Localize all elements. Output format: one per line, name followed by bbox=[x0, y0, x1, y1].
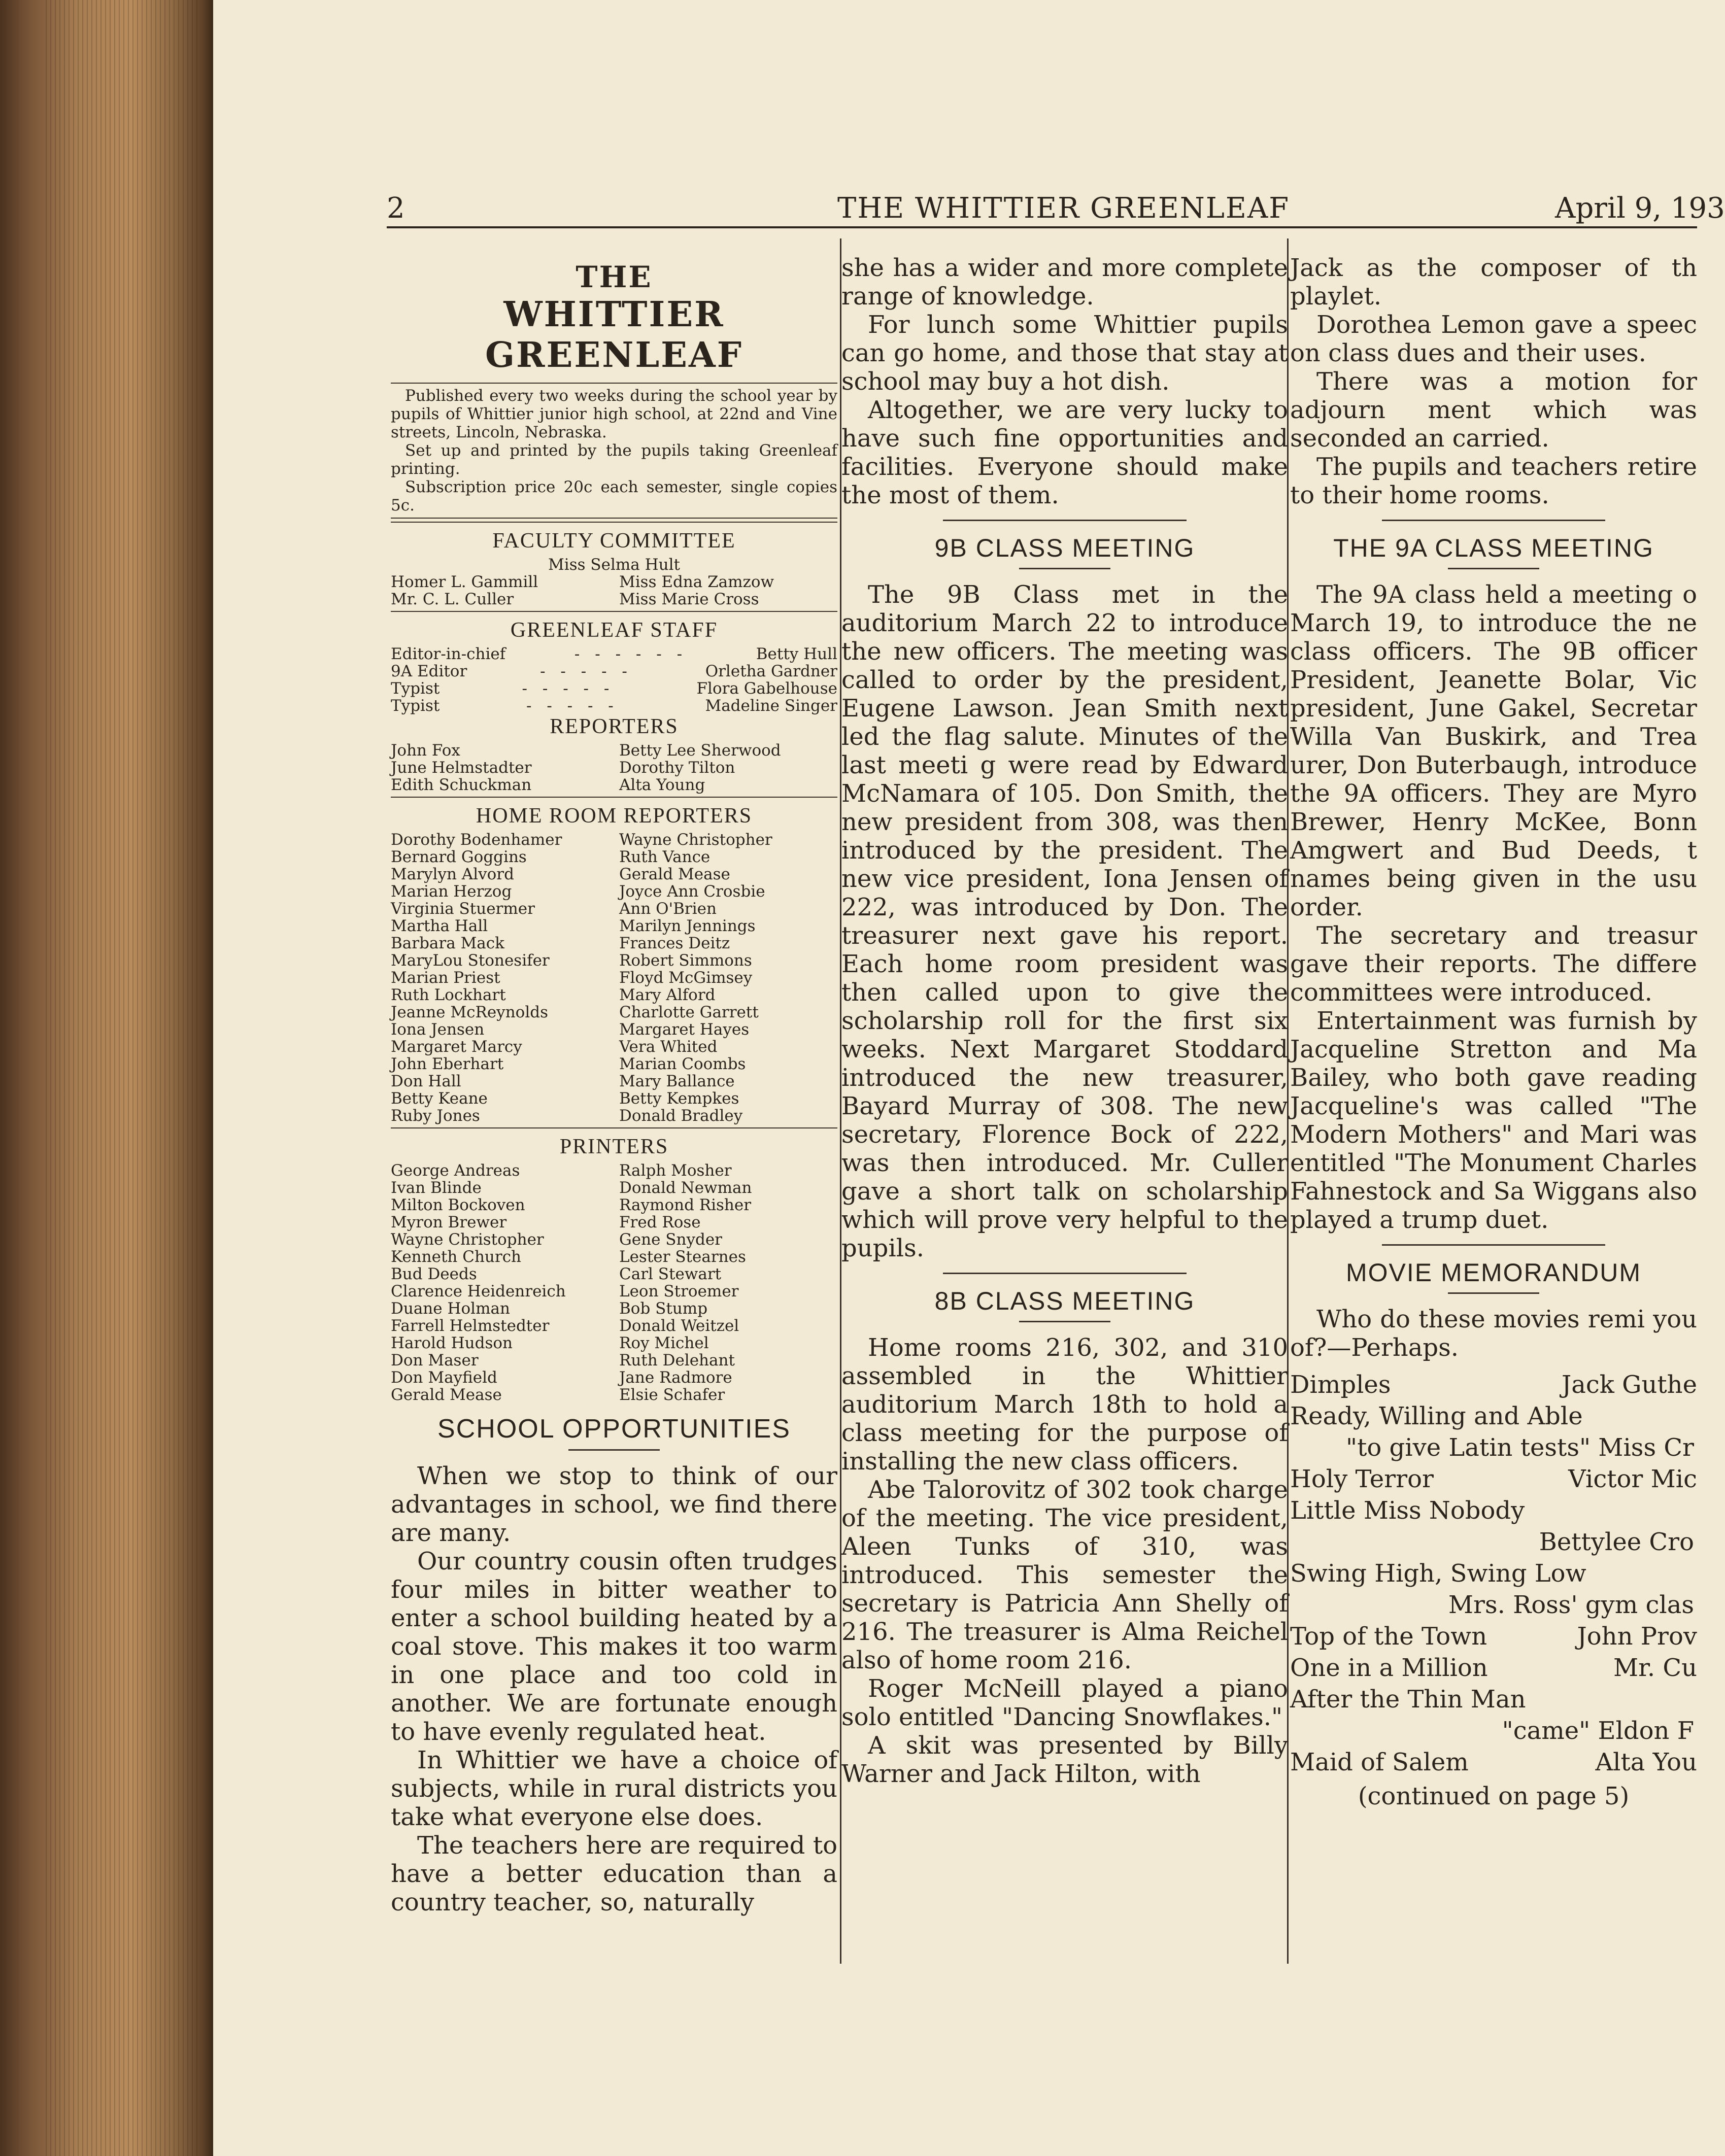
article-paragraph: Our country cousin often trudges four miles in bitter weather to enter a school building heated by a coal stove. This makes it too warm in one place and too cold in another. We are fortunate enough to have evenly regulated heat. bbox=[391, 1547, 837, 1746]
movie-person-line: "to give Latin tests" Miss Cr bbox=[1346, 1433, 1694, 1462]
reporter: John Fox bbox=[391, 741, 460, 760]
printer: Elsie Schafer bbox=[619, 1386, 725, 1404]
home-room-reporter: Marian Coombs bbox=[619, 1055, 746, 1073]
class-9b-heading: 9B CLASS MEETING bbox=[934, 534, 1195, 562]
printer: Don Maser bbox=[391, 1351, 479, 1370]
article-paragraph: For lunch some Whittier pupils can go home, and those that stay at school may buy a hot dish. bbox=[841, 311, 1288, 396]
home-room-reporter: Ruth Vance bbox=[619, 848, 711, 866]
article-paragraph: In Whittier we have a choice of subjects, while in rural districts you take what everyone else does. bbox=[391, 1746, 837, 1831]
movie-title: Holy Terror bbox=[1290, 1465, 1434, 1493]
school-opportunities-heading: SCHOOL OPPORTUNITIES bbox=[437, 1414, 791, 1444]
home-room-reporter: Gerald Mease bbox=[619, 865, 730, 883]
home-room-reporter: Charlotte Garrett bbox=[619, 1003, 759, 1021]
printers-column-left bbox=[391, 1162, 609, 1404]
movie-person: Jack Guthe bbox=[1562, 1371, 1697, 1399]
printer: Raymond Risher bbox=[619, 1196, 752, 1214]
article-separator bbox=[943, 1273, 1187, 1274]
printer: Farrell Helmstedter bbox=[391, 1317, 550, 1335]
staff-leader: - - - - - bbox=[540, 662, 632, 680]
reporter: Betty Lee Sherwood bbox=[619, 741, 781, 760]
printer: Ivan Blinde bbox=[391, 1179, 482, 1197]
column-3 bbox=[1290, 254, 1697, 1811]
movie-memo-heading: MOVIE MEMORANDUM bbox=[1346, 1258, 1641, 1287]
movie-entry bbox=[1290, 1747, 1697, 1778]
masthead-line-1: THE bbox=[576, 260, 653, 294]
printer: Kenneth Church bbox=[391, 1248, 522, 1266]
faculty-list bbox=[391, 573, 837, 608]
reporter: Edith Schuckman bbox=[391, 776, 532, 794]
home-room-reporter: Marilyn Jennings bbox=[619, 917, 756, 935]
staff-leader: - - - - - bbox=[522, 679, 615, 698]
faculty-member: Miss Edna Zamzow bbox=[619, 573, 774, 591]
home-room-column-left bbox=[391, 831, 609, 1124]
movie-entry bbox=[1290, 1400, 1697, 1432]
faculty-member: Homer L. Gammill bbox=[391, 573, 538, 591]
printer: Ruth Delehant bbox=[619, 1351, 735, 1370]
home-room-reporter: John Eberhart bbox=[391, 1055, 504, 1073]
issue-date: April 9, 193 bbox=[1555, 192, 1725, 225]
section-rule bbox=[391, 797, 837, 798]
movie-person: Alta You bbox=[1595, 1748, 1697, 1776]
heading-rule bbox=[1019, 1321, 1110, 1322]
printer: Bud Deeds bbox=[391, 1265, 477, 1283]
movie-title: Maid of Salem bbox=[1290, 1748, 1469, 1776]
movie-title: Swing High, Swing Low bbox=[1290, 1559, 1586, 1588]
home-room-reporter: Don Hall bbox=[391, 1072, 461, 1090]
article-paragraph: The secretary and treasur gave their reports. The differe committees were introduced. bbox=[1290, 921, 1697, 1007]
printer: Myron Brewer bbox=[391, 1213, 507, 1231]
printer: Roy Michel bbox=[619, 1334, 709, 1352]
article-paragraph: Roger McNeill played a piano solo entitled "Dancing Snowflakes." bbox=[841, 1674, 1288, 1731]
home-room-reporter: Donald Bradley bbox=[619, 1107, 743, 1125]
home-room-reporter: Vera Whited bbox=[619, 1038, 718, 1056]
home-room-column-right bbox=[619, 831, 837, 1124]
article-paragraph: Jack as the composer of th playlet. bbox=[1290, 254, 1697, 311]
home-room-reporter: Ann O'Brien bbox=[619, 900, 717, 918]
staff-role: Typist bbox=[391, 679, 440, 698]
staff-leader: - - - - - bbox=[526, 697, 619, 715]
printer: Ralph Mosher bbox=[619, 1161, 732, 1180]
reporter: Dorothy Tilton bbox=[619, 759, 735, 777]
class-9a-heading: THE 9A CLASS MEETING bbox=[1333, 534, 1654, 562]
home-room-reporter: Margaret Hayes bbox=[619, 1020, 750, 1039]
article-paragraph: Home rooms 216, 302, and 310 assembled in the Whittier auditorium March 18th to hold a class meeting for the purpose of installing the new class officers. bbox=[841, 1333, 1288, 1476]
article-separator bbox=[943, 520, 1187, 521]
movie-title: Ready, Willing and Able bbox=[1290, 1402, 1583, 1430]
staff-row bbox=[391, 680, 837, 697]
home-room-reporter: Marylyn Alvord bbox=[391, 865, 514, 883]
home-room-reporter: Virginia Stuermer bbox=[391, 900, 535, 918]
home-room-reporter: Jeanne McReynolds bbox=[391, 1003, 548, 1021]
article-paragraph: There was a motion for adjourn ment which was seconded an carried. bbox=[1290, 367, 1697, 453]
class-8b-heading: 8B CLASS MEETING bbox=[934, 1287, 1195, 1315]
home-room-heading: HOME ROOM REPORTERS bbox=[476, 804, 753, 828]
home-room-reporter: Robert Simmons bbox=[619, 951, 752, 970]
staff-role: Typist bbox=[391, 697, 440, 715]
staff-heading: GREENLEAF STAFF bbox=[510, 619, 718, 642]
article-paragraph: When we stop to think of our advantages in school, we find there are many. bbox=[391, 1462, 837, 1547]
printer: Carl Stewart bbox=[619, 1265, 722, 1283]
home-room-reporter: Martha Hall bbox=[391, 917, 488, 935]
page-header bbox=[387, 192, 1725, 227]
movie-title: Little Miss Nobody bbox=[1290, 1496, 1525, 1525]
page-number: 2 bbox=[387, 192, 405, 225]
home-room-reporter: Mary Alford bbox=[619, 986, 716, 1004]
home-room-reporter: Bernard Goggins bbox=[391, 848, 527, 866]
heading-rule bbox=[568, 1449, 660, 1451]
masthead-rule bbox=[391, 383, 837, 384]
home-room-reporter: Floyd McGimsey bbox=[619, 969, 753, 987]
printer: Fred Rose bbox=[619, 1213, 701, 1231]
printers-list bbox=[391, 1162, 837, 1404]
printer: Duane Holman bbox=[391, 1299, 510, 1318]
article-paragraph: The pupils and teachers retire to their home rooms. bbox=[1290, 453, 1697, 509]
heading-rule bbox=[1019, 568, 1110, 569]
printer: Gene Snyder bbox=[619, 1230, 722, 1249]
staff-row bbox=[391, 663, 837, 680]
printer: Don Mayfield bbox=[391, 1368, 497, 1387]
section-rule bbox=[391, 1127, 837, 1128]
staff-name: Orletha Gardner bbox=[705, 662, 837, 680]
article-separator bbox=[1382, 1244, 1605, 1246]
article-paragraph: The teachers here are required to have a better education than a country teacher, so, naturally bbox=[391, 1831, 837, 1917]
printer: Donald Weitzel bbox=[619, 1317, 739, 1335]
printer: Milton Bockoven bbox=[391, 1196, 525, 1214]
home-room-reporter: Dorothy Bodenhamer bbox=[391, 831, 562, 849]
home-room-reporter: Betty Kempkes bbox=[619, 1089, 739, 1108]
article-separator bbox=[1382, 520, 1605, 521]
publication-info: Published every two weeks during the school year by pupils of Whittier junior high school, at 22nd and Vine streets, Lincoln, Nebraska. bbox=[391, 387, 837, 441]
article-paragraph: The 9A class held a meeting o March 19, to introduce the ne class officers. The 9B officer President, Jeanette Bolar, Vic president, June Gakel, Secretar Willa Van Buskirk, and Trea urer, Don Buterbaugh, introduce the 9A officers. They are Myro Brewer, Henry McKee, Bonn Amgwert and Bud Deeds, t names being given in the usu order. bbox=[1290, 580, 1697, 921]
home-room-reporter: Marian Herzog bbox=[391, 882, 512, 901]
heading-rule bbox=[1448, 1292, 1539, 1294]
movie-person: Victor Mic bbox=[1568, 1465, 1697, 1493]
printer: George Andreas bbox=[391, 1161, 520, 1180]
home-room-reporter: Betty Keane bbox=[391, 1089, 488, 1108]
heading-rule bbox=[1448, 568, 1539, 569]
printer: Wayne Christopher bbox=[391, 1230, 544, 1249]
movie-entry bbox=[1290, 1652, 1697, 1684]
movie-entry bbox=[1290, 1463, 1697, 1495]
faculty-heading: FACULTY COMMITTEE bbox=[492, 529, 736, 553]
printer: Bob Stump bbox=[619, 1299, 708, 1318]
article-paragraph: A skit was presented by Billy Warner and Jack Hilton, with bbox=[841, 1731, 1288, 1788]
reporter: Alta Young bbox=[619, 776, 705, 794]
home-room-list bbox=[391, 831, 837, 1124]
movie-entry bbox=[1290, 1369, 1697, 1400]
article-paragraph: she has a wider and more complete range of knowledge. bbox=[841, 254, 1288, 311]
movie-title: After the Thin Man bbox=[1290, 1685, 1526, 1714]
home-room-reporter: Mary Ballance bbox=[619, 1072, 735, 1090]
movie-person: John Prov bbox=[1577, 1622, 1697, 1651]
printer: Donald Newman bbox=[619, 1179, 752, 1197]
header-rule bbox=[387, 226, 1697, 228]
printer: Harold Hudson bbox=[391, 1334, 513, 1352]
home-room-reporter: Joyce Ann Crosbie bbox=[619, 882, 765, 901]
staff-name: Betty Hull bbox=[756, 645, 837, 663]
reporters-list bbox=[391, 742, 837, 794]
printer: Gerald Mease bbox=[391, 1386, 502, 1404]
movie-entry bbox=[1290, 1684, 1697, 1715]
masthead-line-2: WHITTIER GREENLEAF bbox=[485, 294, 743, 375]
movie-title: Dimples bbox=[1290, 1371, 1391, 1399]
printer: Leon Stroemer bbox=[619, 1282, 739, 1301]
printers-heading: PRINTERS bbox=[559, 1135, 669, 1158]
faculty-top-member: Miss Selma Hult bbox=[548, 556, 680, 574]
home-room-reporter: MaryLou Stonesifer bbox=[391, 951, 550, 970]
printer: Lester Stearnes bbox=[619, 1248, 746, 1266]
continued-note: (continued on page 5) bbox=[1358, 1782, 1630, 1810]
staff-name: Flora Gabelhouse bbox=[696, 679, 837, 698]
printer: Jane Radmore bbox=[619, 1368, 732, 1387]
movie-person-line: Bettylee Cro bbox=[1539, 1528, 1694, 1556]
faculty-member: Mr. C. L. Culler bbox=[391, 590, 514, 608]
movie-person-line: Mrs. Ross' gym clas bbox=[1448, 1591, 1694, 1619]
home-room-reporter: Ruth Lockhart bbox=[391, 986, 506, 1004]
movie-memo-intro: Who do these movies remi you of?—Perhaps. bbox=[1290, 1305, 1697, 1362]
staff-role: 9A Editor bbox=[391, 662, 467, 680]
movie-title: Top of the Town bbox=[1290, 1622, 1487, 1651]
column-1 bbox=[391, 254, 837, 1917]
home-room-reporter: Margaret Marcy bbox=[391, 1038, 522, 1056]
printers-column-right bbox=[619, 1162, 837, 1404]
movie-person-line: "came" Eldon F bbox=[1502, 1717, 1694, 1745]
home-room-reporter: Ruby Jones bbox=[391, 1107, 480, 1125]
running-title: THE WHITTIER GREENLEAF bbox=[837, 192, 1290, 225]
staff-name: Madeline Singer bbox=[705, 697, 837, 715]
movie-entry bbox=[1290, 1621, 1697, 1652]
home-room-reporter: Frances Deitz bbox=[619, 934, 730, 952]
faculty-member: Miss Marie Cross bbox=[619, 590, 759, 608]
article-paragraph: The 9B Class met in the auditorium March 22 to introduce the new officers. The meeting was called to order by the president, Eugene Lawson. Jean Smith next led the flag salute. Minutes of the last meeti g were read by Edward McNamara of 105. Don Smith, the new president from 308, was then introduced by the president. The new vice president, Iona Jensen of 222, was introduced by Don. The treasurer next gave his report. Each home room president was then called upon to give the scholarship roll for the first six weeks. Next Margaret Stoddard introduced the new treasurer, Bayard Murray of 308. The new secretary, Florence Bock of 222, was then introduced. Mr. Culler gave a short talk on scholarship which will prove very helpful to the pupils. bbox=[841, 580, 1288, 1262]
column-2 bbox=[841, 254, 1288, 1788]
printer: Clarence Heidenreich bbox=[391, 1282, 566, 1301]
printing-info: Set up and printed by the pupils taking Greenleaf printing. bbox=[391, 441, 837, 478]
staff-row bbox=[391, 697, 837, 714]
reporters-heading: REPORTERS bbox=[550, 715, 679, 738]
section-rule bbox=[391, 611, 837, 612]
home-room-reporter: Iona Jensen bbox=[391, 1020, 485, 1039]
home-room-reporter: Wayne Christopher bbox=[619, 831, 772, 849]
article-paragraph: Entertainment was furnish by Jacqueline Stretton and Ma Bailey, who both gave reading Jacqueline's was called "The Modern Mothers" and Mari was entitled "The Monument Charles Fahnestock and Sa Wiggans also played a trump duet. bbox=[1290, 1007, 1697, 1234]
subscription-info: Subscription price 20c each semester, single copies 5c. bbox=[391, 478, 837, 515]
staff-row bbox=[391, 645, 837, 663]
article-paragraph: Dorothea Lemon gave a speec on class dues and their uses. bbox=[1290, 311, 1697, 367]
page-stack-edges bbox=[46, 0, 198, 2156]
masthead-double-rule bbox=[391, 518, 837, 523]
movie-person: Mr. Cu bbox=[1613, 1654, 1697, 1682]
article-paragraph: Altogether, we are very lucky to have such fine opportunities and facilities. Everyone should make the most of them. bbox=[841, 396, 1288, 509]
home-room-reporter: Marian Priest bbox=[391, 969, 500, 987]
staff-leader: - - - - - - bbox=[574, 645, 688, 663]
reporter: June Helmstadter bbox=[391, 759, 532, 777]
article-paragraph: Abe Talorovitz of 302 took charge of the meeting. The vice president, Aleen Tunks of 310, was introduced. This semester the secretary is Patricia Ann Shelly of 216. The treasurer is Alma Reichel also of home room 216. bbox=[841, 1476, 1288, 1674]
movie-entry bbox=[1290, 1558, 1697, 1589]
movie-title: One in a Million bbox=[1290, 1654, 1488, 1682]
movie-entry bbox=[1290, 1495, 1697, 1526]
staff-role: Editor-in-chief bbox=[391, 645, 506, 663]
home-room-reporter: Barbara Mack bbox=[391, 934, 504, 952]
